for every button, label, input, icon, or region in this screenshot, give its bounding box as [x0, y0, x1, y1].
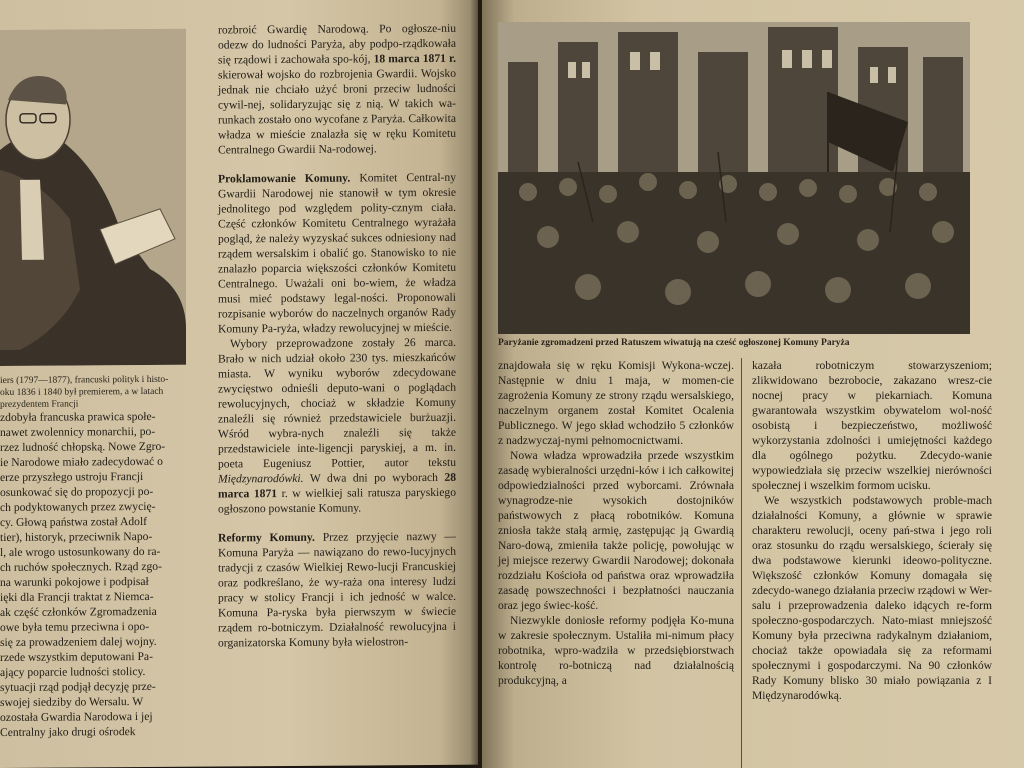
engraving-image [498, 22, 970, 334]
text-line: ięki dla Francji traktat z Niemca- [0, 589, 154, 604]
section-heading: Reformy Komuny. [218, 530, 315, 545]
text-line: cy. Głową państwa został Adolf [0, 514, 148, 529]
paragraph: Nowa władza wprowadziła przede wszystkim zasadę wybieralności urzędni-ków i ich całkowitej odpowiedzialności przed wyborcami. Zrównała wynagrodze-nie wysokich dostojników państwowych z płacą robotników. Komuna zniosła także stałą armię, zastępując ją Gwardią Naro-dową, zmieniła także policję, powołując w jej miejsce rezerwy Gwardii Narodowej; dokonała rozdziału Kościoła od państwa oraz wprowadziła zasadę powszechności i bezpłatności nauczania oraz jego świec-kość. [498, 449, 734, 612]
text-line: ie Narodowe miało zadecydować o [0, 454, 163, 469]
text-line: nawet zwolennicy monarchii, po- [0, 424, 156, 439]
date-highlight: 28 marca 1871 [218, 470, 456, 501]
engraving-caption: Paryżanie zgromadzeni przed Ratuszem wiwatują na cześć ogłoszonej Komuny Paryża [498, 338, 850, 348]
paragraph [218, 335, 456, 517]
text-line: l, ale wrogo ustosunkowany do ra- [0, 544, 161, 559]
text-line: Centralny jako drugi ośrodek [0, 725, 136, 739]
paragraph: Niezwykle doniosłe reformy podjęła Ko-muna w zakresie społecznym. Ustaliła mi-nimum płacy robotnika, wpro-wadziła w przedsiębiorstwach kontrolę ro-botniczą nad działalnością produkcyjną, a [498, 614, 734, 687]
portrait-caption [0, 374, 190, 411]
paragraph: We wszystkich podstawowych proble-mach działalności Komuny, a głównie w sprawie charakteru rewolucji, oceny pań-stwa i jego roli oraz stosunku do rządu wersalskiego, ścierały się dwa podstawowe kierunki ideowo-polityczne. Większość członków Komuny domagała się zdecydo-wanego działania przeciw rządowi w Wer-salu i przeprowadzenia daleko idących re-form społeczno-gospodarczych. Nato-miast mniejszość Komuny była przeciwna radykalnym działaniom, chociaż także opowiadała się za reformami społecznymi i gospodarczymi. Na 90 członków Rady Komuny blisko 30 miało powiązania z I Międzynarodówką. [752, 494, 992, 702]
caption-line: iers (1797—1877), francuski polityk i histo- [0, 374, 169, 386]
text: Komitet Central-ny Gwardii Narodowej nie stanowił w tym okresie jednolitego pod względem polity-cznym ciała. Część członków Komitetu Centralnego wyrażała pogląd, że należy wyzyskać sukces odniesiony nad rządem wersalskim i obalić go. Stanowisko to nie znalazło poparcia większości członków Komitetu Centralnego. Uważali oni bo-wiem, że władza musi mieć podstawy legal-ności. Proponowali rozpisanie wyborów do naczelnych organów Rady Komuny Pa-ryża, władzy rewolucyjnej w mieście. [218, 170, 457, 336]
text: rozbroić Gwardię Narodową. Po ogłosze-niu odezw do ludności Paryża, aby podpo-rządkowała się rządowi i zachowała spo-kój, [218, 21, 456, 67]
text-line: tier), historyk, przeciwnik Napo- [0, 529, 153, 544]
paragraph: kazała robotniczym stowarzyszeniom; zlikwidowano bezrobocie, zakazano wresz-cie nocnej pracy w piekarniach. Komuna gwarantowała wszystkim obywatelom wol-ność osobistą i bezpieczeństwo, możliwość wykorzystania zdolności i umiejętności każdego dla ogólnego pożytku. Zdecydo-wanie wypowiedziała się przeciw wszelkiej nierówności społecznej i wszelkim formom ucisku. [752, 359, 992, 492]
left-column-1 [0, 409, 192, 740]
text: Wybory przeprowadzone zostały 26 marca. Brało w nich udział około 230 tys. mieszkańców miasta. W wyniku wyborów zdecydowane zwycięstwo odnieśli deputo-wani o poglądach rewolucyjnych, chociaż w składzie Komuny znaleźli się również przedstawiciele burżuazji. Wśród wybra-nych znaleźli się także przedstawiciele inte-ligencji paryskiej, a m. in. poeta Eugeniusz Pottier, autor tekstu [218, 335, 456, 471]
caption-line: prezydentem Francji [0, 399, 79, 410]
text-line: na warunki pokojowe i podpisał [0, 574, 149, 589]
left-column-2 [218, 21, 456, 651]
text-line: się za prowadzeniem dalej wojny. [0, 634, 157, 649]
text-line: erze przyszłego ustroju Francji [0, 469, 144, 484]
text-line: rzez ludność chłopską. Nowe Zgro- [0, 439, 166, 454]
commune-engraving [498, 22, 970, 334]
text-line: rzede wszystkim deputowani Pa- [0, 649, 153, 664]
text: skierował wojsko do rozbrojenia Gwardii. Wojsko jednak nie chciało użyć broni przeciw ludności cywil-nej, solidaryzując się z nią. W takich wa-runkach zostało ono wycofane z Paryża. Całkowita władza w mieście znalazła się w ręku Komitetu Centralnego Gwardii Na-rodowej. [218, 66, 456, 157]
text: W dwa dni po wyborach [303, 470, 445, 485]
portrait-engraving [0, 29, 186, 366]
section-heading: Proklamowanie Komuny. [218, 171, 351, 186]
paragraph [218, 21, 456, 158]
right-column-1 [498, 358, 734, 688]
portrait-image [0, 29, 186, 366]
text-line: ający poparcie ludności stolicy. [0, 664, 146, 679]
italic-title: Międzynarodówki. [218, 471, 304, 486]
text-line: owe była temu przeciwna i opo- [0, 619, 150, 634]
date-highlight: 18 marca 1871 r. [373, 51, 456, 66]
text-line: osunkować się do propozycji po- [0, 484, 154, 499]
text-line: ch ruchów społecznych. Rząd zgo- [0, 559, 162, 574]
text-line: ozostała Gwardia Narodowa i jej [0, 709, 153, 724]
text-line: sytuacji rząd podjął decyzję prze- [0, 679, 156, 694]
text-line: swojej siedziby do Wersalu. W [0, 695, 144, 709]
text-line: ch podyktowanych przez zwycię- [0, 499, 156, 514]
text-line: ak część członków Zgromadzenia [0, 604, 157, 619]
text: r. w wielkiej sali ratusza paryskiego ogłoszono powstanie Komuny. [218, 485, 457, 516]
text-line: zdobyła francuska prawica społe- [0, 409, 156, 424]
column-divider [741, 358, 742, 768]
right-column-2 [752, 358, 992, 703]
text: Przez przyjęcie nazwy — Komuna Paryża — nawiązano do rewo-lucyjnych tradycji z czasów Wielkiej Rewo-lucji Francuskiej oraz podkreślano, że wy-raża ona interesy ludzi pracy w stolicy Francji i ich jedność w walce. Komuna Pa-ryska była pierwszym w świecie rządem ro-botniczym. Działalność rewolucyjna i organizatorska Komuny była wielostron- [218, 529, 456, 650]
left-page [0, 0, 478, 768]
caption-line: oku 1836 i 1840 był premierem, a w latach [0, 386, 164, 398]
paragraph: znajdowała się w ręku Komisji Wykona-wczej. Następnie w dniu 1 maja, w momen-cie zagrożenia Komuny ze strony rządu wersalskiego, naczelnym organem został Komitet Ocalenia Publicznego. W jego skład wchodziło 5 członków z nadzwyczaj-nymi pełnomocnictwami. [498, 359, 734, 447]
